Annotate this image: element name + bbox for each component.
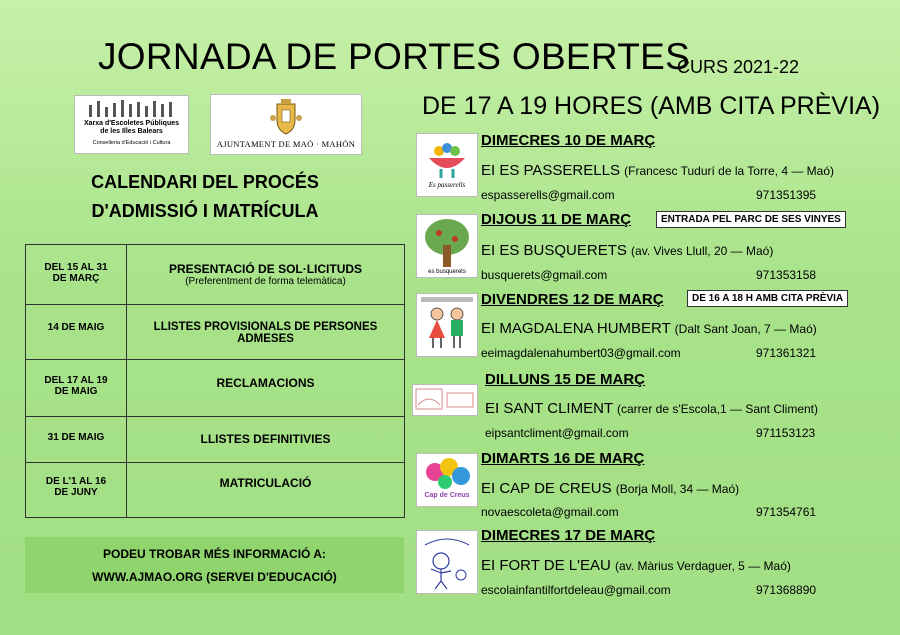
info-line1: PODEU TROBAR MÉS INFORMACIÓ A: (103, 547, 326, 561)
calendar-title-line1: CALENDARI DEL PROCÉS (91, 172, 319, 192)
school-day: DIVENDRES 12 DE MARÇ (481, 291, 664, 308)
school-email[interactable]: espasserells@gmail.com (481, 188, 615, 202)
row-date: DEL 17 AL 19 DE MAIG (26, 360, 127, 416)
row-date: DEL 15 AL 31 DE MARÇ (26, 245, 127, 304)
table-row (26, 305, 404, 360)
school-phone: 971351395 (756, 188, 817, 202)
balloons-logo (416, 453, 478, 507)
table-row (26, 360, 404, 417)
children-icon (417, 294, 477, 356)
passerells-logo (416, 133, 478, 197)
row-description: RECLAMACIONS (216, 376, 315, 390)
row-date: 14 DE MAIG (26, 305, 127, 359)
school-phone: 971153123 (756, 426, 816, 440)
table-row (26, 417, 404, 463)
school-name: EI ES BUSQUERETS (481, 242, 627, 259)
school-day: DIJOUS 11 DE MARÇ (481, 211, 632, 228)
school-day: DILLUNS 15 DE MARÇ (485, 371, 646, 388)
hours-note: DE 16 A 18 H AMB CITA PRÈVIA (687, 290, 848, 307)
school-address: (Francesc Tudurí de la Torre, 4 — Maó) (624, 164, 834, 178)
tree-logo (416, 214, 478, 278)
ajuntament-name: AJUNTAMENT DE MAÓ · MAHÓN (216, 139, 356, 149)
course-label: CURS 2021-22 (677, 57, 800, 77)
school-address: (av. Màrius Verdaguer, 5 — Maó) (615, 559, 791, 573)
school-address: (carrer de s'Escola,1 — Sant Climent) (616, 402, 819, 416)
xarxa-escoletes-logo (74, 95, 189, 154)
calendar-title-line2: D'ADMISSIÓ I MATRÍCULA (91, 201, 319, 221)
drawing-logo (416, 530, 478, 594)
table-row (26, 245, 404, 305)
more-info-box (25, 537, 404, 593)
row-date: 31 DE MAIG (26, 417, 127, 462)
xarxa-line1: Xarxa d'Escoletes Públiques (83, 120, 180, 127)
school-day: DIMECRES 17 DE MARÇ (481, 527, 656, 544)
school-email[interactable]: busquerets@gmail.com (481, 268, 608, 282)
coat-of-arms-icon (269, 98, 303, 136)
info-link[interactable]: WWW.AJMAO.ORG (SERVEI D'EDUCACIÓ) (92, 570, 337, 584)
school-name: EI MAGDALENA HUMBERT (481, 320, 671, 337)
school-entry (412, 128, 900, 208)
row-date: DE L'1 AL 16 DE JUNY (26, 463, 127, 517)
school-name: EI SANT CLIMENT (485, 400, 613, 417)
school-day: DIMECRES 10 DE MARÇ (481, 132, 656, 149)
school-email[interactable]: escolainfantilfortdeleau@gmail.com (481, 583, 671, 597)
school-phone: 971354761 (756, 505, 817, 519)
school-day: DIMARTS 16 DE MARÇ (481, 450, 645, 467)
school-address: (av. Vives Llull, 20 — Maó) (631, 244, 774, 258)
school-entry (412, 524, 900, 604)
table-row (26, 463, 404, 517)
school-entry (412, 208, 900, 290)
school-icon-text: Cap de Creus (424, 492, 470, 499)
hands-icon (81, 99, 181, 119)
school-email[interactable]: eipsantcliment@gmail.com (485, 426, 629, 440)
sant-climent-icon (413, 385, 477, 415)
xarxa-line3: Conselleria d'Educació i Cultura (92, 140, 171, 146)
row-description: PRESENTACIÓ DE SOL·LICITUDS (Preferentment de forma telemàtica) (168, 262, 363, 287)
tree-icon (417, 215, 477, 277)
ajuntament-logo (210, 94, 362, 155)
kids-logo (416, 293, 478, 357)
calendar-title (40, 168, 370, 226)
row-description: LLISTES DEFINITIVIES (200, 432, 331, 446)
school-phone: 971361321 (756, 346, 817, 360)
school-entry (412, 288, 900, 368)
child-drawing-icon (417, 531, 477, 593)
row-description: LLISTES PROVISIONALS DE PERSONES ADMESES (153, 321, 378, 345)
sant-climent-logo (412, 384, 478, 416)
school-name: EI ES PASSERELLS (481, 162, 620, 179)
school-email[interactable]: novaescoleta@gmail.com (481, 505, 619, 519)
school-phone: 971368890 (756, 583, 817, 597)
xarxa-line2: de les Illes Balears (100, 128, 163, 135)
school-name: EI FORT DE L'EAU (481, 557, 611, 574)
page-title: JORNADA DE PORTES OBERTES (98, 36, 691, 77)
hours-label: DE 17 A 19 HORES (AMB CITA PRÈVIA) (422, 92, 881, 120)
admission-calendar-table (25, 244, 405, 518)
school-address: (Borja Moll, 34 — Maó) (615, 482, 740, 496)
school-entry (412, 364, 900, 444)
school-name: EI CAP DE CREUS (481, 480, 612, 497)
school-phone: 971353158 (756, 268, 817, 282)
school-email[interactable]: eeimagdalenahumbert03@gmail.com (481, 346, 681, 360)
school-icon-text: es busquerets (428, 269, 466, 275)
row-description: MATRICULACIÓ (219, 476, 312, 490)
entrance-note: ENTRADA PEL PARC DE SES VINYES (656, 211, 846, 228)
school-entry (412, 445, 900, 525)
school-address: (Dalt Sant Joan, 7 — Maó) (674, 322, 817, 336)
school-icon-text: Es passerells (428, 181, 466, 189)
